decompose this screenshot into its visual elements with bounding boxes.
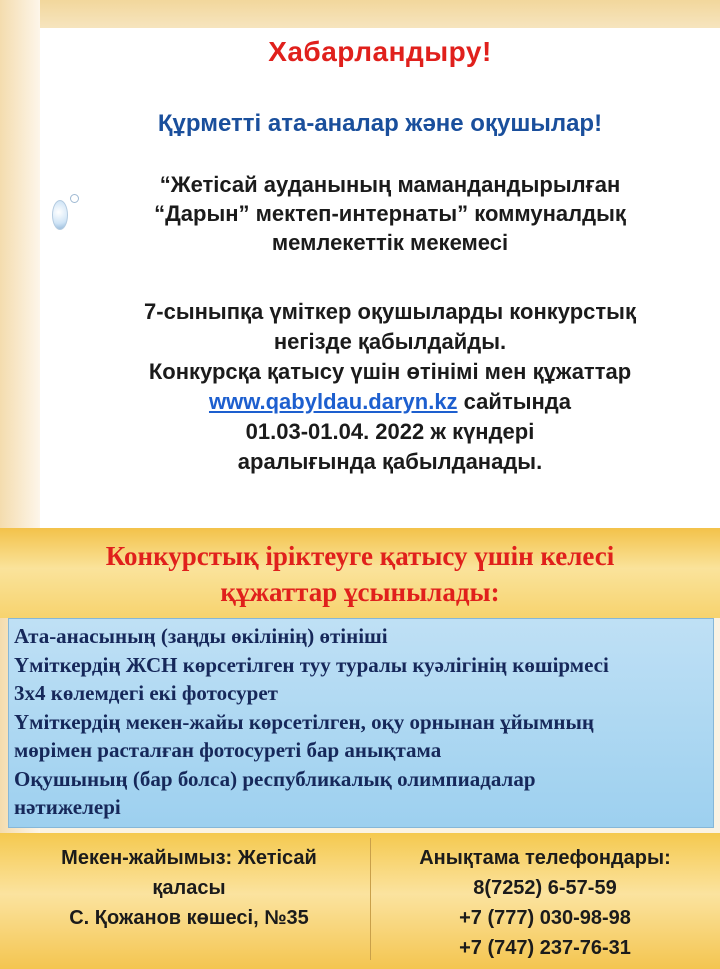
body-line: Конкурсқа қатысу үшін өтінімі мен құжаттар — [148, 359, 632, 384]
documents-list — [14, 622, 710, 822]
list-item: мөрімен расталған фотосуреті бар анықтама — [14, 738, 442, 762]
documents-heading-line: құжаттар ұсынылады: — [220, 577, 500, 607]
footer-divider — [370, 838, 371, 960]
greeting-heading: Құрметті ата-аналар және оқушылар! — [157, 110, 603, 137]
list-item: Үміткердің ЖСН көрсетілген туу туралы куәлігінің көшірмесі — [14, 652, 609, 677]
body-line: аралығында қабылданады. — [237, 449, 543, 474]
institution-line: “Жетісай ауданының мамандандырылған — [159, 172, 621, 197]
list-item: нәтижелері — [14, 795, 121, 819]
phone-number[interactable]: 8(7252) 6-57-59 — [473, 877, 617, 899]
documents-heading-line: Конкурстық іріктеуге қатысу үшін келесі — [105, 541, 615, 571]
bubble-decoration — [52, 200, 68, 230]
institution-line: мемлекеттік мекемесі — [271, 230, 509, 255]
list-item: Үміткердің мекен-жайы көрсетілген, оқу орнынан ұйымның — [14, 709, 594, 734]
announcement-body — [70, 297, 710, 477]
phones-block — [378, 843, 712, 963]
address-line: қаласы — [152, 877, 226, 899]
institution-name — [90, 170, 690, 257]
institution-line: “Дарын” мектеп-интернаты” коммуналдық — [154, 201, 626, 226]
body-line: негізде қабылдайды. — [273, 329, 507, 354]
list-item: 3х4 көлемдегі екі фотосурет — [14, 681, 278, 705]
address-line: С. Қожанов көшесі, №35 — [69, 907, 309, 929]
announcement-title: Хабарландыру! — [268, 36, 492, 67]
phone-number[interactable]: +7 (777) 030-98-98 — [459, 907, 631, 929]
phones-title: Анықтама телефондары: — [419, 847, 671, 869]
documents-heading — [0, 538, 720, 610]
website-link[interactable]: www.qabyldau.daryn.kz — [208, 389, 458, 414]
address-block — [14, 843, 364, 933]
list-item: Оқушының (бар болса) республикалық олимпиадалар — [14, 766, 536, 791]
phone-number[interactable]: +7 (747) 237-76-31 — [459, 937, 631, 959]
website-suffix: сайтында — [457, 389, 571, 414]
body-line: 7-сыныпқа үміткер оқушыларды конкурстық — [144, 299, 636, 324]
website-line — [70, 387, 710, 417]
list-item: Ата-анасының (заңды өкілінің) өтініші — [14, 624, 388, 648]
small-bubble-decoration — [70, 194, 79, 203]
dates-line: 01.03-01.04. 2022 ж күндері — [245, 419, 535, 444]
address-line: Мекен-жайымыз: Жетісай — [61, 847, 317, 869]
